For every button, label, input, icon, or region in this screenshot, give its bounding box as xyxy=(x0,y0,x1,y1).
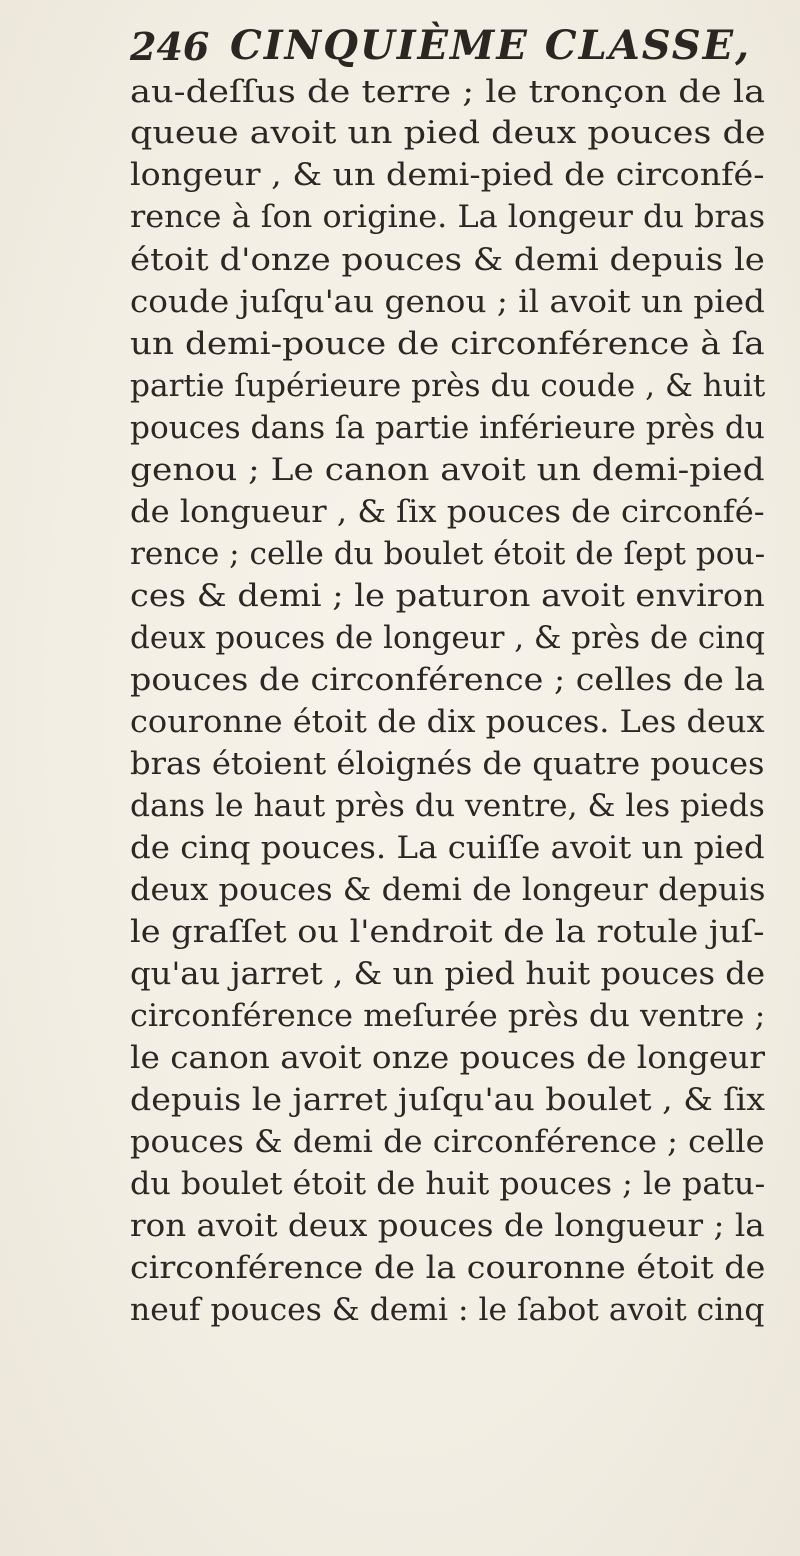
text-line: ces & demi ; le paturon avoit environ xyxy=(130,578,765,614)
text-line: partie ſupérieure près du coude , & huit xyxy=(130,368,766,404)
text-line: coude juſqu'au genou ; il avoit un pied xyxy=(130,284,765,320)
page-number: 246 xyxy=(130,24,210,69)
text-line: dans le haut près du ventre, & les pieds xyxy=(130,788,765,824)
text-line: longeur , & un demi-pied de circonfé- xyxy=(130,157,765,193)
running-head: CINQUIÈME CLASSE, xyxy=(230,22,752,69)
text-line: pouces & demi de circonférence ; celle xyxy=(130,1124,765,1160)
text-line: genou ; Le canon avoit un demi-pied xyxy=(130,452,765,488)
text-line: couronne étoit de dix pouces. Les deux xyxy=(130,704,765,740)
text-line: ron avoit deux pouces de longueur ; la xyxy=(130,1208,765,1244)
text-line: rence à ſon origine. La longeur du bras xyxy=(130,199,766,235)
text-line: au-deſſus de terre ; le tronçon de la xyxy=(130,74,766,110)
text-line: le graſſet ou l'endroit de la rotule juſ- xyxy=(130,914,765,950)
text-line: bras étoient éloignés de quatre pouces xyxy=(130,746,765,782)
text-line: rence ; celle du boulet étoit de ſept pou- xyxy=(130,536,766,572)
text-line: le canon avoit onze pouces de longeur xyxy=(130,1040,765,1076)
text-line: du boulet étoit de huit pouces ; le patu- xyxy=(130,1166,766,1202)
text-line: circonférence meſurée près du ventre ; xyxy=(130,998,766,1034)
text-line: neuf pouces & demi : le ſabot avoit cinq xyxy=(130,1292,765,1328)
text-line: étoit d'onze pouces & demi depuis le xyxy=(130,242,765,278)
text-line: pouces de circonférence ; celles de la xyxy=(130,662,765,698)
text-line: pouces dans ſa partie inférieure près du xyxy=(130,410,765,446)
text-line: queue avoit un pied deux pouces de xyxy=(130,115,766,151)
text-line: depuis le jarret juſqu'au boulet , & ſix xyxy=(130,1082,765,1118)
text-line: deux pouces de longeur , & près de cinq xyxy=(130,620,765,656)
text-line: qu'au jarret , & un pied huit pouces de xyxy=(130,956,766,992)
text-line: circonférence de la couronne étoit de xyxy=(130,1250,766,1286)
text-line: de cinq pouces. La cuiſſe avoit un pied xyxy=(130,830,765,866)
text-line: un demi-pouce de circonférence à ſa xyxy=(130,326,765,362)
text-line: deux pouces & demi de longeur depuis xyxy=(130,872,766,908)
text-line: de longueur , & ſix pouces de circonfé- xyxy=(130,494,765,530)
